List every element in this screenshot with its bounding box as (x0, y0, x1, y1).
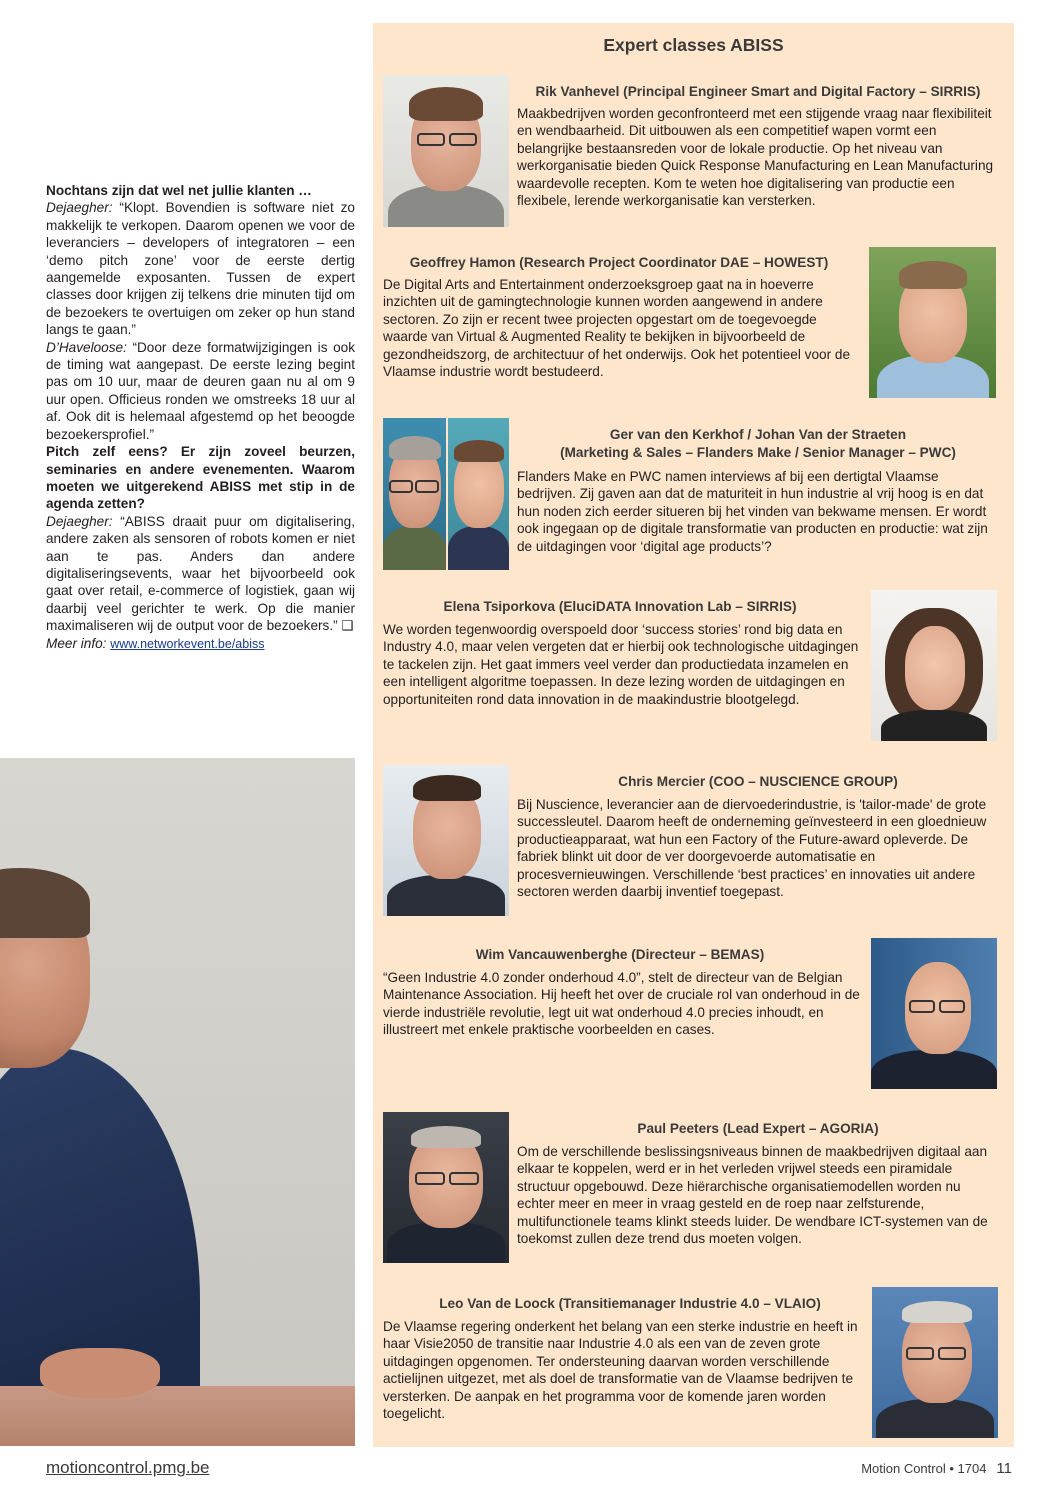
expert-text-chris-mercier: Bij Nuscience, leverancier aan de diervoederindustrie, is 'tailor-made' de grote successleutel. Daarom heeft de onderneming geïnvesteerd in een gloednieuw productieapparaat, wat hun een Factory of the Future-award opleverde. De fabriek blinkt uit door de ver doorgevoerde automatisatie en procesvernieuwingen. Verschillende ‘best practices’ en innovaties uit andere sectoren werden daarbij inventief toegepast. (517, 797, 987, 900)
answer-text: “Klopt. Bovendien is software niet zo makkelijk te verkopen. Daarom openen we voor de leveranciers – developers of integratoren – een ‘demo pitch zone’ voor de eerste dertig aangemelde exposanten. Tussen de expert classes door krijgen zij telkens drie minuten tijd om de bezoekers te overtuigen om zeker op hun stand langs te gaan.” (46, 200, 355, 338)
expert-photo-leo-van-de-loock (872, 1287, 998, 1438)
interview-photo (0, 758, 355, 1446)
answer-text: “ABISS draait puur om digitalisering, andere zaken als sensoren of robots komen er niet aan te pas. Anders dan andere digitaliseringsevents, waar het bijvoorbeeld ook gaat over retail, e-commerce of logistiek, gaan wij daarbij veel gerichter te werk. Op die manier maximaliseren wij de output voor de bezoekers.” ❑ (46, 513, 355, 634)
expert-name-geoffrey-hamon: Geoffrey Hamon (Research Project Coordinator DAE – HOWEST) (409, 255, 829, 270)
answer-paragraph-1 (46, 199, 355, 338)
more-info-label: Meer info: (46, 635, 107, 651)
answer-paragraph-3 (46, 513, 355, 635)
expert-classes-sidebar (373, 23, 1014, 1447)
more-info-link[interactable]: www.networkevent.be/abiss (110, 636, 265, 651)
speaker-label: D’Haveloose: (46, 339, 127, 355)
expert-photo-elena-tsiporkova (871, 590, 997, 741)
speaker-label: Dejaegher: (46, 513, 113, 529)
answer-text: “Door deze formatwijzigingen is ook de timing wat aangepast. De eerste lezing begint pas om 10 uur, maar de deuren gaan nu al om 9 uur open. Officieus ronden we omstreeks 18 uur al af. Ook dit is helemaal afgestemd op het beoogde bezoekersprofiel.” (46, 339, 355, 442)
more-info-line (46, 635, 355, 653)
expert-text-paul-peeters: Om de verschillende beslissingsniveaus binnen de maakbedrijven digitaal aan elkaar te koppelen, werd er in het verleden vrijwel steeds een piramidale structuur opgebouwd. Deze hiërarchische organisatiemodellen worden nu echter meer en meer in vraag gesteld en de roep naar zelfsturende, multifunctionele teams klinkt steeds luider. De wendbare ICT-systemen van de toekomst zullen deze trend dus moeten volgen. (517, 1144, 988, 1247)
expert-text-kerkhof-straeten: Flanders Make en PWC namen interviews af bij een dertigtal Vlaamse bedrijven. Zij gaven aan dat de maturiteit in hun industrie al vrij hoog is en dat hun noden zich eerder situeren bij het vinden van bekwame mensen. Er wordt ook ingegaan op de digitale transformatie van producten en productie: wat zijn de uitdagingen voor ‘digital age products’? (517, 469, 988, 554)
expert-name-rik-vanhevel: Rik Vanhevel (Principal Engineer Smart and Digital Factory – SIRRIS) (535, 84, 981, 99)
expert-text-wim-vancauwenberghe: “Geen Industrie 4.0 zonder onderhoud 4.0”, stelt de directeur van de Belgian Maintenance Association. Hij heeft het over de cruciale rol van onderhoud in de vierde industriële revolutie, legt uit wat onderhoud 4.0 precies inhoudt, en illustreert met enkele praktische voorbeelden en cases. (383, 970, 860, 1038)
speaker-label: Dejaegher: (46, 200, 113, 216)
expert-name-elena-tsiporkova: Elena Tsiporkova (EluciDATA Innovation Lab – SIRRIS) (443, 599, 797, 614)
footer-issue (861, 1460, 1012, 1477)
expert-photo-geoffrey-hamon (869, 247, 996, 398)
issue-label: Motion Control • 1704 (861, 1461, 987, 1476)
expert-name-wim-vancauwenberghe: Wim Vancauwenberghe (Directeur – BEMAS) (475, 947, 765, 962)
answer-paragraph-2 (46, 339, 355, 443)
expert-text-rik-vanhevel: Maakbedrijven worden geconfronteerd met een stijgende vraag naar flexibiliteit en wendbaarheid. Dit uitbouwen als een competitief wapen vormt een belangrijke bestaansreden voor de lokale productie. Op het niveau van werkorganisatie bieden Quick Response Manufacturing en Lean Manufacturing waardevolle recepten. Kom te weten hoe digitalisering van productie een flexibele, lerende werkorganisatie kan versterken. (517, 106, 994, 209)
expert-name-leo-van-de-loock: Leo Van de Loock (Transitiemanager Industrie 4.0 – VLAIO) (439, 1296, 821, 1311)
expert-photo-chris-mercier (383, 765, 509, 916)
expert-name-kerkhof-straeten (513, 426, 1003, 461)
expert-photo-wim-vancauwenberghe (871, 938, 997, 1089)
expert-name-chris-mercier: Chris Mercier (COO – NUSCIENCE GROUP) (618, 774, 898, 789)
question-heading-2: Pitch zelf eens? Er zijn zoveel beurzen, seminaries en andere evenementen. Waarom moeten we uitgerekend ABISS met stip in de agenda zetten? (46, 444, 355, 512)
expert-name-line-2: (Marketing & Sales – Flanders Make / Senior Manager – PWC) (560, 444, 956, 460)
expert-name-paul-peeters: Paul Peeters (Lead Expert – AGORIA) (637, 1121, 879, 1136)
left-article-column (46, 182, 355, 653)
expert-photo-johan-van-der-straeten (448, 418, 509, 570)
expert-text-geoffrey-hamon: De Digital Arts and Entertainment onderzoeksgroep gaat na in hoeverre inzichten uit de gamingtechnologie kunnen worden aangewend in andere sectoren. Zo zijn er recent twee projecten opgestart om de toegevoegde waarde van Virtual & Augmented Reality te bekijken in bijvoorbeeld de gezondheidszorg, de architectuur of het onderwijs. Ook het potentieel voor de Vlaamse industrie wordt bestudeerd. (383, 277, 851, 380)
expert-text-elena-tsiporkova: We worden tegenwoordig overspoeld door ‘success stories’ rond big data en Industry 4.0, maar velen vergeten dat er hierbij ook technologische uitdagingen te tackelen zijn. Het gaat immers veel verder dan productiedata inzamelen en een intelligent algoritme toepassen. In deze lezing worden de uitdagingen en opportuniteiten rond data innovation in de maakindustrie blootgelegd. (383, 622, 859, 707)
expert-photo-paul-peeters (383, 1112, 509, 1263)
expert-text-leo-van-de-loock: De Vlaamse regering onderkent het belang van een sterke industrie en heeft in haar Visie2050 de transitie naar Industrie 4.0 als een van de zeven grote uitdagingen opgenomen. Ter ondersteuning daarvan worden verschillende actielijnen uitgezet, met als doel de transformatie van de Vlaamse bedrijven te versterken. De aanpak en het programma voor de komende jaren worden toegelicht. (383, 1319, 858, 1422)
footer-website[interactable]: motioncontrol.pmg.be (46, 1458, 210, 1477)
expert-photo-rik-vanhevel (383, 75, 509, 227)
expert-photo-ger-van-den-kerkhof (383, 418, 446, 570)
expert-name-line-1: Ger van den Kerkhof / Johan Van der Straeten (609, 427, 907, 442)
sidebar-title: Expert classes ABISS (603, 35, 784, 55)
page-number: 11 (996, 1460, 1012, 1477)
question-heading-1: Nochtans zijn dat wel net jullie klanten … (46, 183, 312, 198)
